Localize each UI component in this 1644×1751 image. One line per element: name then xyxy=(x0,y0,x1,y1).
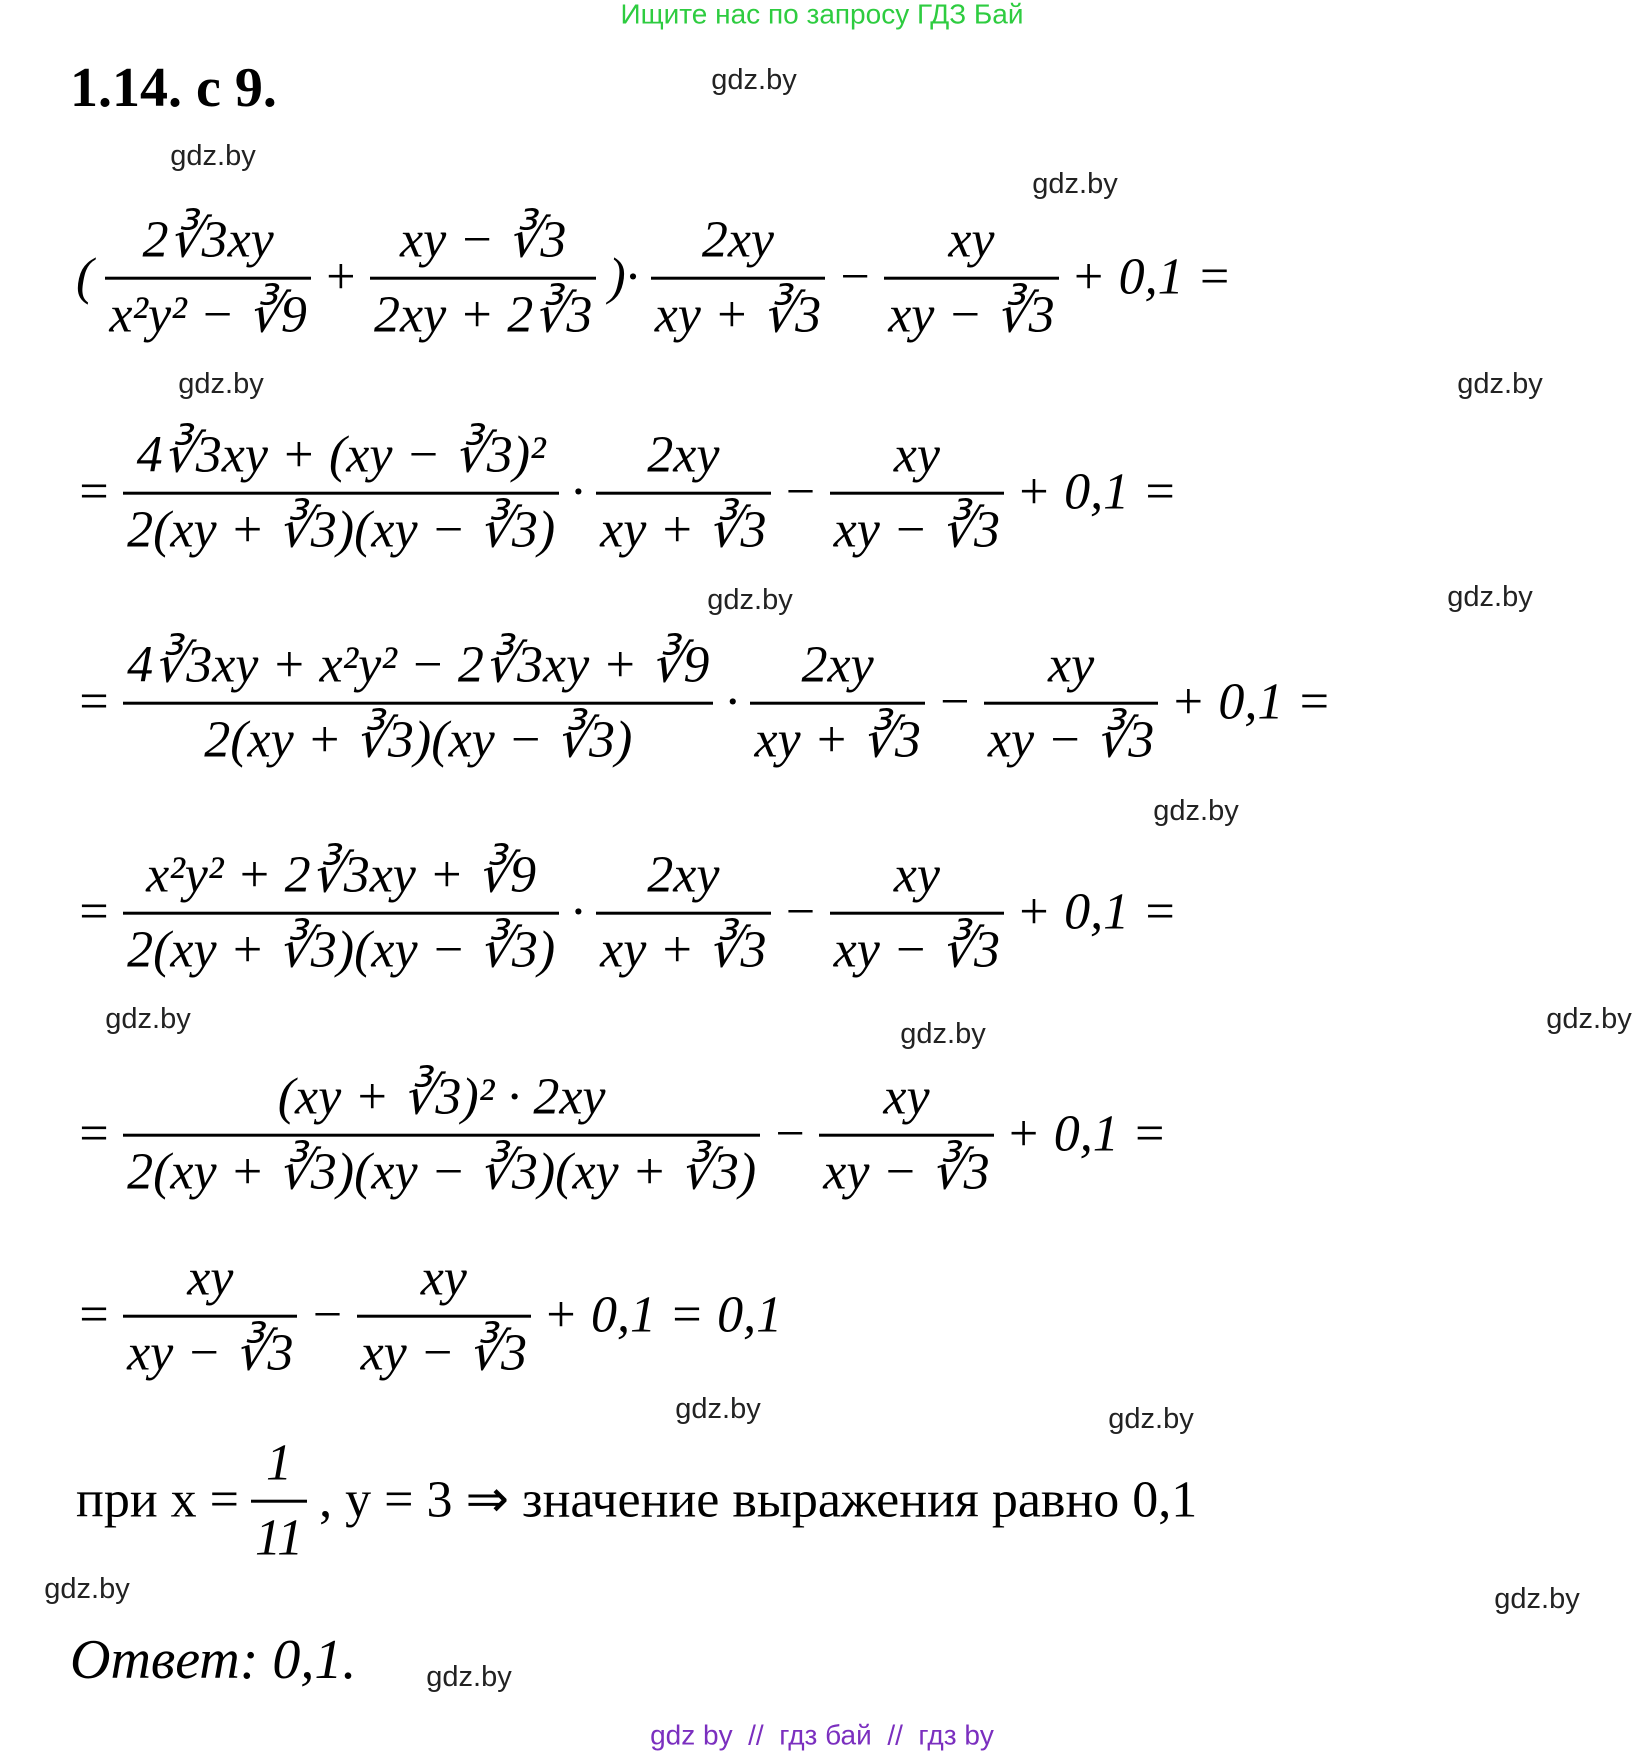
watermark: gdz.by xyxy=(178,368,264,401)
denominator: xy + ∛3 xyxy=(600,921,767,979)
watermark: gdz.by xyxy=(1546,1003,1632,1036)
fraction xyxy=(99,211,317,346)
numerator: 2xy xyxy=(801,636,874,694)
watermark: gdz.by xyxy=(1108,1403,1194,1436)
watermark: gdz.by xyxy=(170,140,256,173)
watermark: gdz.by xyxy=(900,1018,986,1051)
math-text: − xyxy=(936,674,972,732)
fraction xyxy=(117,846,565,981)
math-text: − xyxy=(772,1106,808,1164)
fraction xyxy=(878,211,1064,346)
equation-line xyxy=(70,426,1183,561)
watermark: gdz.by xyxy=(707,584,793,617)
numerator: 2xy xyxy=(647,846,720,904)
numerator: 4∛3xy + (xy − ∛3)² xyxy=(136,426,546,484)
numerator: 2xy xyxy=(701,211,774,269)
math-text: = xyxy=(76,674,112,732)
fraction xyxy=(245,1434,313,1569)
denominator: xy − ∛3 xyxy=(833,501,1001,559)
math-text: + 0,1 = xyxy=(1016,464,1178,522)
denominator: 2(xy + ∛3)(xy − ∛3)(xy + ∛3) xyxy=(127,1143,757,1201)
denominator: xy − ∛3 xyxy=(127,1324,294,1382)
fraction xyxy=(117,1068,766,1203)
math-text: ( xyxy=(76,249,94,307)
equation-line xyxy=(70,1249,788,1384)
watermark: gdz.by xyxy=(1447,581,1533,614)
math-text: при x = xyxy=(76,1472,239,1530)
fraction xyxy=(645,211,831,346)
denominator: xy − ∛3 xyxy=(833,921,1001,979)
numerator: xy xyxy=(420,1249,467,1307)
fraction xyxy=(978,636,1164,771)
math-text: + xyxy=(322,249,358,307)
watermark: gdz.by xyxy=(711,64,797,97)
watermark: gdz.by xyxy=(44,1573,130,1606)
equation-line xyxy=(70,1434,1203,1569)
denominator: xy + ∛3 xyxy=(754,711,921,769)
denominator: xy − ∛3 xyxy=(360,1324,527,1382)
fraction xyxy=(364,211,602,346)
watermark: gdz.by xyxy=(1494,1583,1580,1616)
numerator: x²y² + 2∛3xy + ∛9 xyxy=(146,846,537,904)
math-text: + 0,1 = 0,1 xyxy=(542,1287,783,1345)
math-text: + 0,1 = xyxy=(1016,884,1178,942)
math-text: = xyxy=(76,1287,112,1345)
math-text: · xyxy=(725,674,739,732)
fraction xyxy=(351,1249,537,1384)
math-text: − xyxy=(309,1287,345,1345)
watermark: gdz.by xyxy=(426,1661,512,1694)
denominator: 11 xyxy=(254,1509,304,1567)
numerator: xy xyxy=(1048,636,1095,694)
denominator: 2xy + 2∛3 xyxy=(374,286,593,344)
denominator: xy − ∛3 xyxy=(823,1143,990,1201)
watermark: gdz.by xyxy=(1457,368,1543,401)
fraction xyxy=(824,426,1010,561)
denominator: xy − ∛3 xyxy=(987,711,1155,769)
equation-line xyxy=(70,1068,1173,1203)
denominator: xy + ∛3 xyxy=(600,501,767,559)
denominator: x²y² − ∛9 xyxy=(109,286,307,344)
math-text: , y = 3 ⇒ значение выражения равно 0,1 xyxy=(319,1472,1198,1530)
numerator: 2xy xyxy=(647,426,720,484)
math-text: + 0,1 = xyxy=(1170,674,1332,732)
fraction xyxy=(813,1068,999,1203)
fraction xyxy=(117,1249,303,1384)
numerator: 2∛3xy xyxy=(142,211,274,269)
problem-title: 1.14. с 9. xyxy=(70,57,277,119)
denominator: 2(xy + ∛3)(xy − ∛3) xyxy=(127,921,556,979)
numerator: xy xyxy=(893,426,940,484)
numerator: xy xyxy=(948,211,995,269)
watermark: gdz.by xyxy=(105,1003,191,1036)
math-text: = xyxy=(76,1106,112,1164)
search-hint-banner: Ищите нас по запросу ГДЗ Бай xyxy=(620,0,1024,30)
math-text: + 0,1 = xyxy=(1005,1106,1167,1164)
denominator: 2(xy + ∛3)(xy − ∛3) xyxy=(127,501,556,559)
math-text: − xyxy=(782,464,818,522)
fraction xyxy=(590,846,776,981)
watermark: gdz.by xyxy=(1153,795,1239,828)
math-text: − xyxy=(782,884,818,942)
fraction xyxy=(117,426,565,561)
watermark: gdz.by xyxy=(1032,168,1118,201)
numerator: 1 xyxy=(266,1434,293,1492)
answer: Ответ: 0,1. xyxy=(70,1629,357,1691)
numerator: xy − ∛3 xyxy=(400,211,567,269)
numerator: xy xyxy=(893,846,940,904)
math-text: )· xyxy=(608,249,639,307)
numerator: xy xyxy=(187,1249,234,1307)
watermark: gdz.by xyxy=(675,1393,761,1426)
fraction xyxy=(744,636,930,771)
denominator: 2(xy + ∛3)(xy − ∛3) xyxy=(204,711,633,769)
fraction xyxy=(590,426,776,561)
equation-line xyxy=(70,211,1238,346)
fraction xyxy=(117,636,719,771)
math-text: · xyxy=(571,884,585,942)
numerator: xy xyxy=(883,1068,930,1126)
math-text: − xyxy=(837,249,873,307)
math-text: = xyxy=(76,464,112,522)
equation-line xyxy=(70,636,1338,771)
numerator: 4∛3xy + x²y² − 2∛3xy + ∛9 xyxy=(127,636,710,694)
numerator: (xy + ∛3)² · 2xy xyxy=(277,1068,606,1126)
denominator: xy − ∛3 xyxy=(888,286,1055,344)
math-text: + 0,1 = xyxy=(1070,249,1232,307)
fraction xyxy=(824,846,1010,981)
math-text: = xyxy=(76,884,112,942)
math-text: · xyxy=(571,464,585,522)
denominator: xy + ∛3 xyxy=(654,286,822,344)
equation-line xyxy=(70,846,1183,981)
footer-links: gdz by // гдз бай // гдз by xyxy=(650,1719,994,1751)
